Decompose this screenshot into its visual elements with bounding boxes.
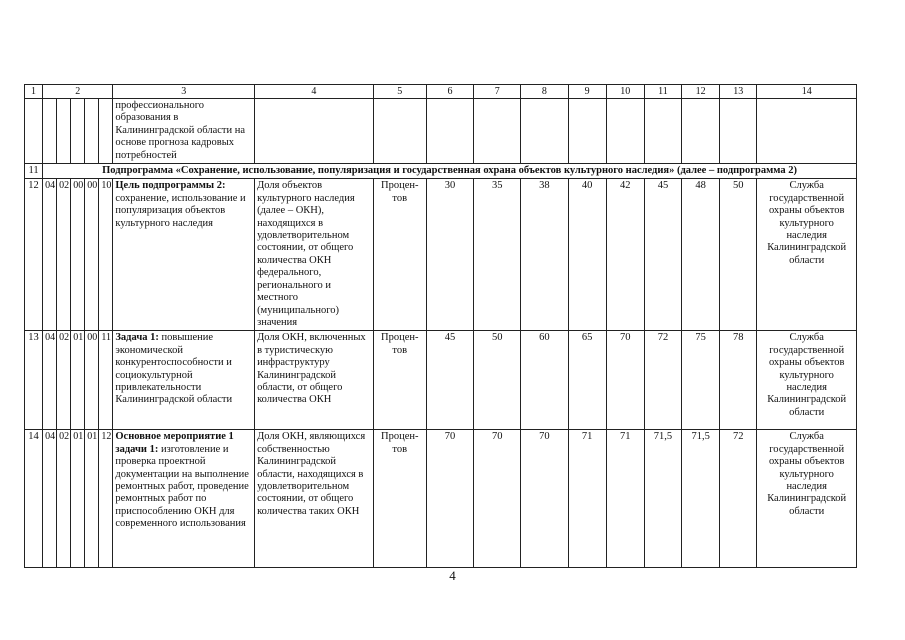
header-cell: 9 (568, 85, 606, 99)
value-cell: 71 (606, 430, 644, 568)
code-cell: 02 (57, 331, 71, 430)
code-cell: 02 (57, 430, 71, 568)
value-cell: 40 (568, 179, 606, 331)
unit-cell: Процен-тов (373, 179, 426, 331)
value-cell: 60 (521, 331, 568, 430)
header-cell: 6 (426, 85, 473, 99)
value-cell: 78 (720, 331, 757, 430)
value-cell: 71,5 (682, 430, 720, 568)
code-cell: 02 (57, 179, 71, 331)
header-cell: 7 (474, 85, 521, 99)
indicators-table (24, 84, 857, 568)
value-cell: 70 (521, 430, 568, 568)
value-cell: 35 (474, 179, 521, 331)
value-cell: 70 (426, 430, 473, 568)
value-cell: 30 (426, 179, 473, 331)
activity-title-bold: Основное мероприятие 1 задачи 1: (115, 431, 234, 455)
code-cell: 01 (71, 331, 85, 430)
code-cell: 04 (43, 179, 57, 331)
code-cell: 00 (71, 179, 85, 331)
value-cell: 50 (474, 331, 521, 430)
subprogram-title: Подпрограмма «Сохранение, использование, популяризация и государственная охрана объектов культурного наследия» (далее – подпрограмма 2) (43, 164, 857, 179)
code-cell: 10 (99, 179, 113, 331)
responsible-cell: Служба государственной охраны объектов культурного наследия Калининградской области (757, 179, 857, 331)
continuation-row (25, 99, 857, 164)
value-cell: 70 (474, 430, 521, 568)
code-cell: 04 (43, 430, 57, 568)
subprogram-row (25, 164, 857, 179)
value-cell: 75 (682, 331, 720, 430)
table-row (25, 331, 857, 430)
value-cell: 38 (521, 179, 568, 331)
activity-cell (113, 430, 255, 568)
code-cell: 00 (85, 331, 99, 430)
subprogram-number: 11 (25, 164, 43, 179)
header-row (25, 85, 857, 99)
value-cell: 48 (682, 179, 720, 331)
code-cell: 01 (71, 430, 85, 568)
responsible-cell: Служба государственной охраны объектов культурного наследия Калининградской области (757, 430, 857, 568)
task-title-bold: Задача 1: (115, 332, 159, 344)
code-cell: 12 (99, 430, 113, 568)
continuation-text: профессионального образования в Калининградской области на основе прогноза кадровых потребностей (113, 99, 255, 164)
value-cell: 45 (426, 331, 473, 430)
code-cell: 11 (99, 331, 113, 430)
value-cell: 45 (644, 179, 681, 331)
header-cell: 14 (757, 85, 857, 99)
value-cell: 71,5 (644, 430, 681, 568)
value-cell: 42 (606, 179, 644, 331)
header-cell: 12 (682, 85, 720, 99)
value-cell: 72 (720, 430, 757, 568)
value-cell: 50 (720, 179, 757, 331)
header-cell: 4 (255, 85, 374, 99)
value-cell: 71 (568, 430, 606, 568)
code-cell: 00 (85, 179, 99, 331)
header-cell: 13 (720, 85, 757, 99)
goal-cell (113, 179, 255, 331)
code-cell: 04 (43, 331, 57, 430)
header-cell: 8 (521, 85, 568, 99)
unit-cell: Процен-тов (373, 331, 426, 430)
indicator-cell: Доля ОКН, включенных в туристическую инфраструктуру Калининградской области, от общего количества ОКН (255, 331, 374, 430)
goal-title-bold: Цель подпрограммы 2: (115, 180, 226, 192)
page-number: 4 (449, 568, 456, 583)
activity-title-text: изготовление и проверка проектной документации на выполнение ремонтных работ, проведение ремонтных работ по приспособлению ОКН для современного использования (115, 443, 249, 530)
code-cell: 01 (85, 430, 99, 568)
task-cell (113, 331, 255, 430)
header-cell: 1 (25, 85, 43, 99)
header-cell: 3 (113, 85, 255, 99)
task-title-text: повышение экономической конкурентоспособности и социокультурной привлекательности Калининградской области (115, 332, 233, 406)
indicator-cell: Доля ОКН, являющихся собственностью Калининградской области, находящихся в удовлетворительном состоянии, от общего количества таких ОКН (255, 430, 374, 568)
responsible-cell: Служба государственной охраны объектов культурного наследия Калининградской области (757, 331, 857, 430)
value-cell: 72 (644, 331, 681, 430)
table-row (25, 430, 857, 568)
goal-title-text: сохранение, использование и популяризация объектов культурного наследия (115, 192, 246, 229)
row-number: 12 (25, 179, 43, 331)
header-cell: 11 (644, 85, 681, 99)
row-number: 14 (25, 430, 43, 568)
indicator-cell: Доля объектов культурного наследия (далее – ОКН), находящихся в удовлетворительном состоянии, от общего количества ОКН федерального, регионального и местного (муниципального) значения (255, 179, 374, 331)
table-row (25, 179, 857, 331)
header-cell: 5 (373, 85, 426, 99)
header-cell: 10 (606, 85, 644, 99)
header-cell: 2 (43, 85, 113, 99)
value-cell: 70 (606, 331, 644, 430)
unit-cell: Процен-тов (373, 430, 426, 568)
value-cell: 65 (568, 331, 606, 430)
row-number: 13 (25, 331, 43, 430)
